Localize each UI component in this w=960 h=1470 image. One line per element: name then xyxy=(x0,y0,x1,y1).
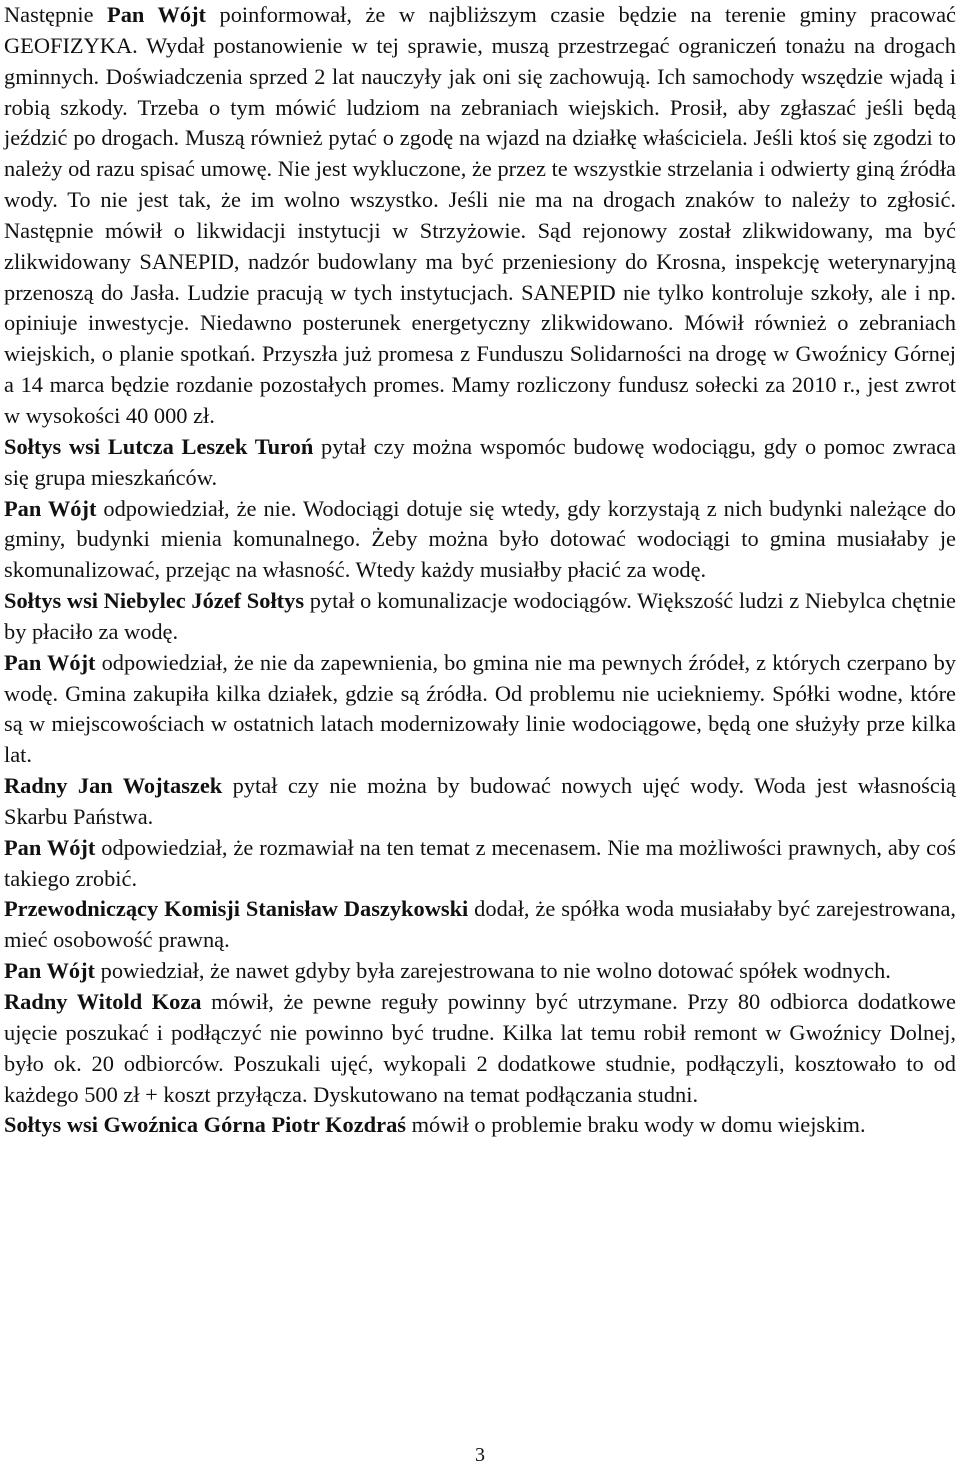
paragraph-text: odpowiedział, że rozmawiał na ten temat z mecenasem. Nie ma możliwości prawnych, aby coś takiego zrobić. xyxy=(4,834,956,891)
paragraph xyxy=(4,494,956,587)
paragraph-text: odpowiedział, że nie da zapewnienia, bo gmina nie ma pewnych źródeł, z których czerpano by wodę. Gmina zakupiła kilka działek, gdzie są źródła. Od problemu nie uciekniemy. Spółki wodne, które są w miejscowościach w ostatnich latach modernizowały linie wodociągowe, będą one służyły prze kilka lat. xyxy=(4,649,956,768)
speaker-name: Sołtys wsi Lutcza Leszek Turoń xyxy=(4,433,314,459)
paragraph xyxy=(4,1110,956,1141)
speaker-name: Sołtys wsi Gwoźnica Górna Piotr Kozdraś xyxy=(4,1112,406,1138)
paragraph-text: Następnie xyxy=(4,2,108,27)
speaker-name: Pan Wójt xyxy=(4,834,96,860)
paragraph-text: pytał o komunalizacje wodociągów. Większość ludzi z Niebylca chętnie by płaciło za wodę. xyxy=(4,588,956,644)
paragraph-text: odpowiedział, że nie. Wodociągi dotuje się wtedy, gdy korzystają z nich budynki należące do gminy, budynki mienia komunalnego. Żeby można było dotować wodociągi to gmina musiałaby je skomunalizować, przejąc na własność. Wtedy każdy musiałby płacić za wodę. xyxy=(4,495,956,583)
paragraph xyxy=(4,0,956,432)
paragraph xyxy=(4,648,956,771)
paragraph-text: pytał czy nie można by budować nowych ujęć wody. Woda jest własnością Skarbu Państwa. xyxy=(4,773,956,829)
paragraph xyxy=(4,987,956,1110)
paragraph xyxy=(4,771,956,833)
paragraph xyxy=(4,432,956,494)
speaker-name: Pan Wójt xyxy=(4,495,97,521)
speaker-name: Radny Witold Koza xyxy=(4,989,202,1014)
paragraph xyxy=(4,586,956,648)
paragraph xyxy=(4,833,956,895)
speaker-name: Sołtys wsi Niebylec Józef Sołtys xyxy=(4,588,305,614)
paragraph xyxy=(4,894,956,956)
speaker-name: Pan Wójt xyxy=(107,2,206,27)
paragraph xyxy=(4,956,956,987)
page-number: 3 xyxy=(475,1444,485,1466)
paragraph-text: mówił, że pewne reguły powinny być utrzymane. Przy 80 odbiorca dodatkowe ujęcie poszukać i podłączyć nie powinno być trudne. Kilka lat temu robił remont w Gwoźnicy Dolnej, było ok. 20 odbiorców. Poszukali ujęć, wykopali 2 dodatkowe studnie, podłączyli, kosztowało to od każdego 500 zł + koszt przyłącza. Dyskutowano na temat podłączania studni. xyxy=(4,989,956,1107)
paragraph-text: pytał czy można wspomóc budowę wodociągu, gdy o pomoc zwraca się grupa mieszkańców. xyxy=(4,433,957,490)
paragraph-text: powiedział, że nawet gdyby była zarejestrowana to nie wolno dotować spółek wodnych. xyxy=(95,958,891,984)
speaker-name: Radny Jan Wojtaszek xyxy=(4,773,223,799)
speaker-name: Przewodniczący Komisji Stanisław Daszykowski xyxy=(4,896,469,922)
document-body xyxy=(4,0,956,1141)
paragraph-text: dodał, że spółka woda musiałaby być zarejestrowana, mieć osobowość prawną. xyxy=(4,896,957,953)
paragraph-text: poinformował, że w najbliższym czasie będzie na terenie gminy pracować GEOFIZYKA. Wydał postanowienie w tej sprawie, muszą przestrzegać ograniczeń tonażu na drogach gminnych. Doświadczenia sprzed 2 lat nauczyły jak oni się zachowują. Ich samochody wszędzie wjadą i robią szkody. Trzeba o tym mówić ludziom na zebraniach wiejskich. Prosił, aby zgłaszać jeśli będą jeździć po drogach. Muszą również pytać o zgodę na wjazd na działkę właściciela. Jeśli ktoś się zgodzi to należy od razu spisać umowę. Nie jest wykluczone, że przez te wszystkie strzelania i odwierty giną źródła wody. To nie jest tak, że im wolno wszystko. Jeśli nie ma na drogach znaków to należy to zgłosić. Następnie mówił o likwidacji instytucji w Strzyżowie. Sąd rejonowy został zlikwidowany, ma być zlikwidowany SANEPID, nadzór budowlany ma być przeniesiony do Krosna, inspekcję weterynaryjną przenoszą do Jasła. Ludzie pracują w tych instytucjach. SANEPID nie tylko kontroluje szkoły, ale i np. opiniuje inwestycje. Niedawno posterunek energetyczny zlikwidowano. Mówił również o zebraniach wiejskich, o planie spotkań. Przyszła już promesa z Funduszu Solidarności na drogę w Gwoźnicy Górnej a 14 marca będzie rozdanie pozostałych promes. Mamy rozliczony fundusz sołecki za 2010 r., jest zwrot w wysokości 40 000 zł. xyxy=(4,2,956,428)
paragraph-text: mówił o problemie braku wody w domu wiejskim. xyxy=(405,1112,866,1138)
speaker-name: Pan Wójt xyxy=(4,958,96,984)
speaker-name: Pan Wójt xyxy=(4,649,96,675)
